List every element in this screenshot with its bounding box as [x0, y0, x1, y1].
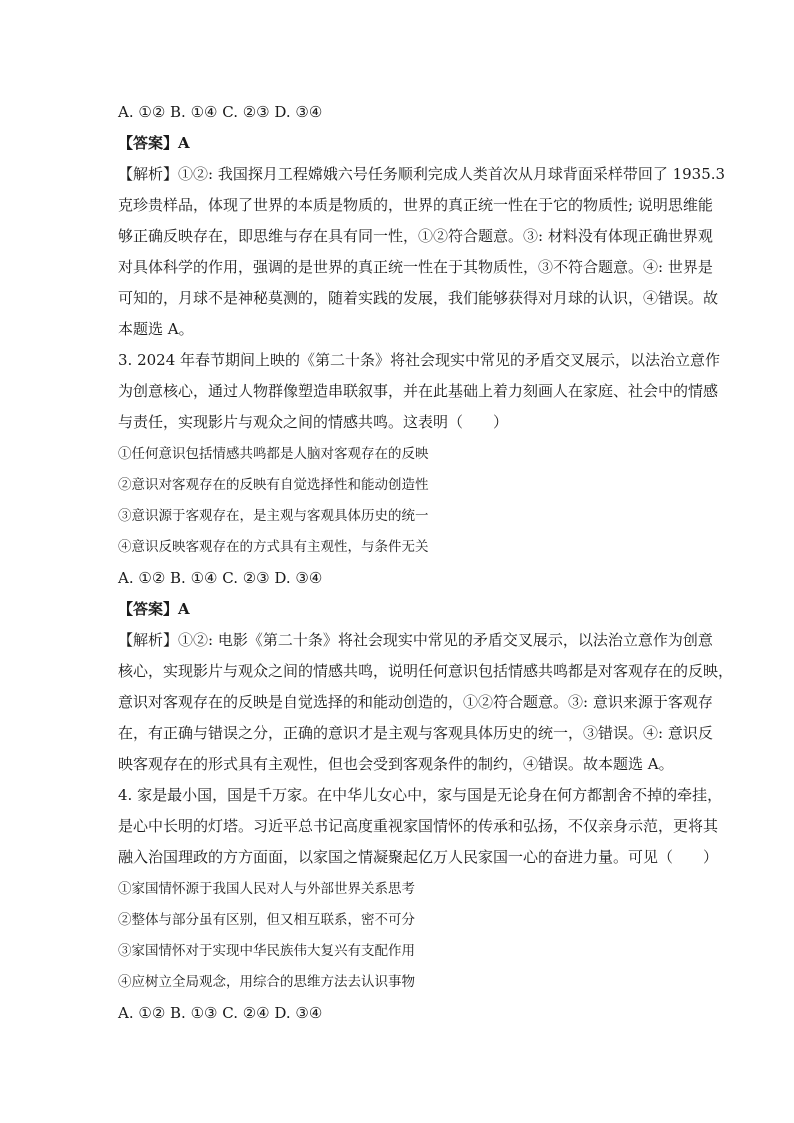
- q4-stem-line: 4. 家是最小国，国是千万家。在中华儿女心中，家与国是无论身在何方都割舍不掉的牵挂，: [118, 786, 723, 804]
- q2-answer: 【答案】A: [118, 134, 190, 152]
- q3-answer: 【答案】A: [118, 600, 190, 618]
- q2-analysis-line: 本题选 A。: [118, 320, 194, 338]
- q4-stem-line: 融入治国理政的方方面面，以家国之情凝聚起亿万人民家国一心的奋进力量。可见（ ）: [118, 848, 719, 866]
- q4-item-2: ②整体与部分虽有区别，但又相互联系，密不可分: [118, 912, 415, 928]
- q2-options: A. ①② B. ①④ C. ②③ D. ③④: [118, 103, 323, 121]
- q3-item-2: ②意识对客观存在的反映有自觉选择性和能动创造性: [118, 477, 429, 493]
- q4-item-3: ③家国情怀对于实现中华民族伟大复兴有支配作用: [118, 943, 415, 959]
- q3-item-4: ④意识反映客观存在的方式具有主观性，与条件无关: [118, 539, 429, 555]
- q3-stem-line: 为创意核心，通过人物群像塑造串联叙事，并在此基础上着力刻画人在家庭、社会中的情感: [118, 382, 719, 400]
- q2-analysis-line: 克珍贵样品，体现了世界的本质是物质的，世界的真正统一性在于它的物质性; 说明思维能: [118, 196, 713, 214]
- q3-analysis-line: 核心，实现影片与观众之间的情感共鸣，说明任何意识包括情感共鸣都是对客观存在的反映，: [118, 662, 734, 680]
- q3-analysis-line: 【解析】①②: 电影《第二十条》将社会现实中常见的矛盾交叉展示，以法治立意作为创意: [118, 631, 713, 649]
- q4-options: A. ①② B. ①③ C. ②④ D. ③④: [118, 1004, 323, 1022]
- q2-analysis-line: 可知的，月球不是神秘莫测的，随着实践的发展，我们能够获得对月球的认识，④错误。故: [118, 289, 719, 307]
- q2-analysis-line: 够正确反映存在，即思维与存在具有同一性，①②符合题意。③: 材料没有体现正确世界观: [118, 227, 713, 245]
- q3-options: A. ①② B. ①④ C. ②③ D. ③④: [118, 569, 323, 587]
- q4-item-1: ①家国情怀源于我国人民对人与外部世界关系思考: [118, 881, 415, 897]
- q2-analysis-line: 对具体科学的作用，强调的是世界的真正统一性在于其物质性，③不符合题意。④: 世界是: [118, 258, 713, 276]
- q3-item-1: ①任何意识包括情感共鸣都是人脑对客观存在的反映: [118, 446, 429, 462]
- q4-item-4: ④应树立全局观念，用综合的思维方法去认识事物: [118, 974, 415, 990]
- q4-stem-line: 是心中长明的灯塔。习近平总书记高度重视家国情怀的传承和弘扬，不仅亲身示范，更将其: [118, 817, 719, 835]
- q3-analysis-line: 在，有正确与错误之分，正确的意识才是主观与客观具体历史的统一，③错误。④: 意识反: [118, 724, 713, 742]
- q3-item-3: ③意识源于客观存在，是主观与客观具体历史的统一: [118, 508, 429, 524]
- q3-analysis-line: 意识对客观存在的反映是自觉选择的和能动创造的，①②符合题意。③: 意识来源于客观存: [118, 693, 713, 711]
- q3-stem-line: 与责任，实现影片与观众之间的情感共鸣。这表明（ ）: [118, 413, 509, 431]
- q2-analysis-line: 【解析】①②: 我国探月工程嫦娥六号任务顺利完成人类首次从月球背面采样带回了 1935.3: [118, 165, 726, 183]
- q3-stem-line: 3. 2024 年春节期间上映的《第二十条》将社会现实中常见的矛盾交叉展示，以法治立意作: [118, 351, 721, 369]
- q3-analysis-line: 映客观存在的形式具有主观性，但也会受到客观条件的制约，④错误。故本题选 A。: [118, 755, 674, 773]
